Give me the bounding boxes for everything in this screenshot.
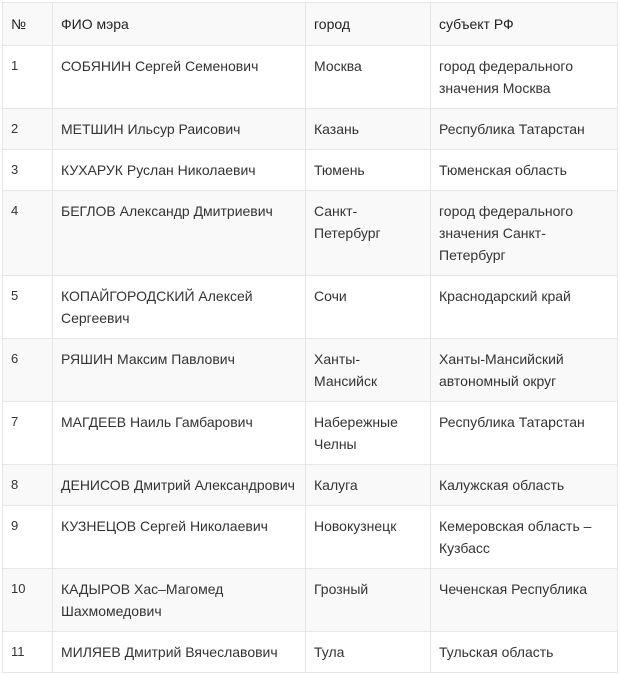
federal-subject: Чеченская Республика: [431, 569, 618, 632]
city-name: Калуга: [306, 465, 431, 506]
table-row: [3, 569, 618, 632]
table-row: [3, 46, 618, 109]
table-row: [3, 465, 618, 506]
column-header-subject: субъект РФ: [431, 3, 618, 46]
table-row: [3, 109, 618, 150]
mayor-name: МЕТШИН Ильсур Раисович: [53, 109, 306, 150]
mayor-name: ДЕНИСОВ Дмитрий Александрович: [53, 465, 306, 506]
city-name: Санкт-Петербург: [306, 191, 431, 276]
city-name: Москва: [306, 46, 431, 109]
column-header-number: №: [3, 3, 53, 46]
row-number: 6: [3, 339, 53, 402]
federal-subject: Тульская область: [431, 632, 618, 673]
city-name: Тула: [306, 632, 431, 673]
mayor-name: СОБЯНИН Сергей Семенович: [53, 46, 306, 109]
row-number: 2: [3, 109, 53, 150]
mayor-name: КОПАЙГОРОДСКИЙ Алексей Сергеевич: [53, 276, 306, 339]
row-number: 7: [3, 402, 53, 465]
federal-subject: город федерального значения Москва: [431, 46, 618, 109]
table-row: [3, 276, 618, 339]
federal-subject: Республика Татарстан: [431, 109, 618, 150]
table-row: [3, 402, 618, 465]
city-name: Грозный: [306, 569, 431, 632]
federal-subject: Краснодарский край: [431, 276, 618, 339]
federal-subject: Ханты-Мансийский автономный округ: [431, 339, 618, 402]
table-row: [3, 632, 618, 673]
mayors-table: [2, 2, 618, 673]
row-number: 9: [3, 506, 53, 569]
row-number: 5: [3, 276, 53, 339]
federal-subject: Республика Татарстан: [431, 402, 618, 465]
mayor-name: КУХАРУК Руслан Николаевич: [53, 150, 306, 191]
federal-subject: Кемеровская область – Кузбасс: [431, 506, 618, 569]
federal-subject: Тюменская область: [431, 150, 618, 191]
mayor-name: БЕГЛОВ Александр Дмитриевич: [53, 191, 306, 276]
table-header-row: [3, 3, 618, 46]
mayor-name: МАГДЕЕВ Наиль Гамбарович: [53, 402, 306, 465]
row-number: 4: [3, 191, 53, 276]
table-row: [3, 150, 618, 191]
row-number: 11: [3, 632, 53, 673]
mayor-name: КУЗНЕЦОВ Сергей Николаевич: [53, 506, 306, 569]
row-number: 8: [3, 465, 53, 506]
city-name: Тюмень: [306, 150, 431, 191]
city-name: Ханты-Мансийск: [306, 339, 431, 402]
federal-subject: город федерального значения Санкт-Петербург: [431, 191, 618, 276]
row-number: 10: [3, 569, 53, 632]
table-row: [3, 506, 618, 569]
row-number: 3: [3, 150, 53, 191]
row-number: 1: [3, 46, 53, 109]
column-header-mayor-name: ФИО мэра: [53, 3, 306, 46]
table-row: [3, 339, 618, 402]
table-row: [3, 191, 618, 276]
city-name: Сочи: [306, 276, 431, 339]
city-name: Казань: [306, 109, 431, 150]
city-name: Набережные Челны: [306, 402, 431, 465]
city-name: Новокузнецк: [306, 506, 431, 569]
mayor-name: МИЛЯЕВ Дмитрий Вячеславович: [53, 632, 306, 673]
column-header-city: город: [306, 3, 431, 46]
federal-subject: Калужская область: [431, 465, 618, 506]
mayor-name: КАДЫРОВ Хас–Магомед Шахмомедович: [53, 569, 306, 632]
mayor-name: РЯШИН Максим Павлович: [53, 339, 306, 402]
